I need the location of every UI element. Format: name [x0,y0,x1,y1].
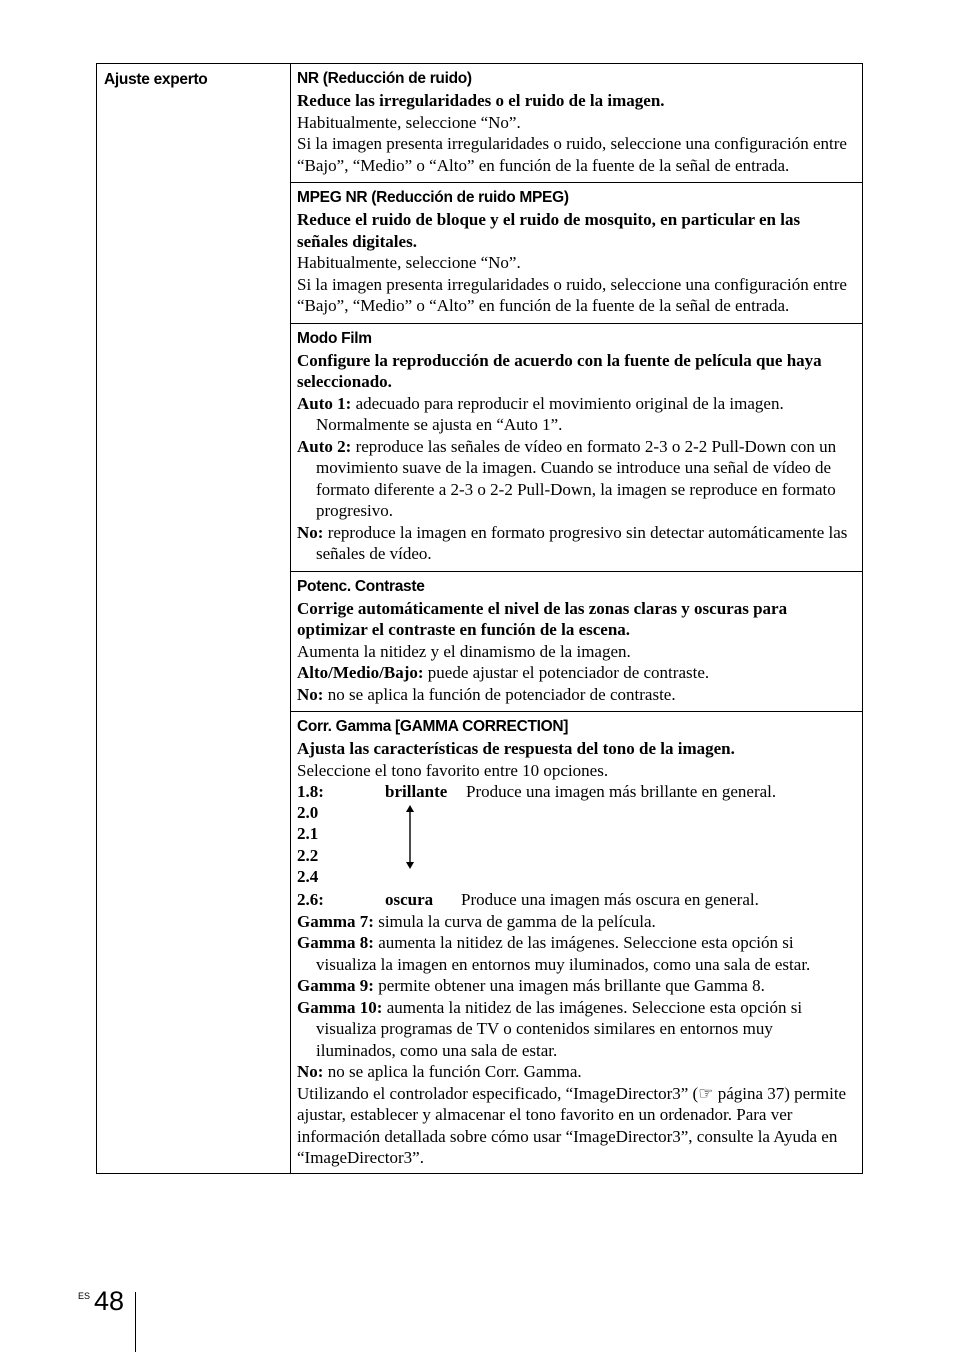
gamma-dark-word: oscura [385,890,434,909]
option-no [297,522,854,565]
option-text: aumenta la nitidez de las imágenes. Seleccione esta opción si visualiza programas de TV o contenidos similares en entornos muy iluminados, como una sala de estar. [316,997,803,1060]
section-gamma [291,712,863,1174]
section-title: Corr. Gamma [GAMMA CORRECTION] [297,718,569,735]
section-lead: Reduce el ruido de bloque y el ruido de mosquito, en particular en las señales digitales. [297,210,801,251]
section-title: MPEG NR (Reducción de ruido MPEG) [297,189,569,206]
option-auto1 [297,393,854,436]
section-title: Potenc. Contraste [297,577,425,595]
option-text: puede ajustar el potenciador de contraste. [423,663,710,682]
option-text: reproduce las señales de vídeo en formato 2-3 o 2-2 Pull-Down con un movimiento suave de la imagen. Cuando se introduce una señal de vídeo de formato diferente a 2-3 o 2-2 Pull-Down, la imagen se reproduce en formato progresivo. [316,436,837,520]
section-text: Si la imagen presenta irregularidades o ruido, seleccione una configuración entre “Bajo”, “Medio” o “Alto” en función de la fuente de la señal de entrada. [297,134,847,175]
option-text: no se aplica la función Corr. Gamma. [323,1062,582,1081]
gamma-dark-row [297,889,854,911]
gamma-bright-desc: Produce una imagen más brillante en general. [466,782,777,801]
language-code: ES [78,1291,91,1301]
section-title: Modo Film [297,329,372,347]
option-auto2 [297,436,854,522]
section-nr [291,64,863,183]
gamma-value: 2.6: [297,890,324,909]
option-text: adecuado para reproducir el movimiento original de la imagen. Normalmente se ajusta en “Auto 1”. [316,393,784,434]
section-contrast [291,571,863,712]
gamma-value: 2.2 [297,846,319,865]
option-term: No: [297,522,324,542]
option-term: No: [297,1062,324,1081]
section-text: Seleccione el tono favorito entre 10 opciones. [297,760,609,780]
option-term: No: [297,684,324,704]
gamma-dark-desc: Produce una imagen más oscura en general. [461,890,759,909]
section-text: Habitualmente, seleccione “No”. [297,112,521,132]
gamma-value: 1.8: [297,782,324,801]
option-gamma10 [297,997,854,1062]
section-lead: Ajusta las características de respuesta del tono de la imagen. [297,739,735,758]
option-no [297,1061,854,1083]
double-arrow-icon [405,805,415,869]
option-term: Gamma 7: [297,911,374,931]
option-text: no se aplica la función de potenciador de contraste. [323,684,676,704]
gamma-value: 2.4 [297,867,319,886]
row-label-cell [97,64,291,1174]
option-text: reproduce la imagen en formato progresivo sin detectar automáticamente las señales de vídeo. [316,522,848,563]
option-term: Auto 2: [297,436,352,456]
footer-divider [135,1292,136,1352]
option-term: Gamma 8: [297,933,374,952]
option-gamma7 [297,911,854,933]
option-alto-medio-bajo [297,662,854,684]
option-text: simula la curva de gamma de la película. [373,911,656,931]
section-lead: Reduce las irregularidades o el ruido de la imagen. [297,91,665,110]
section-text: Aumenta la nitidez y el dinamismo de la imagen. [297,641,631,661]
page-number: 48 [94,1286,125,1316]
section-text: Utilizando el controlador especificado, “ImageDirector3” (☞ página 37) permite ajustar, establecer y almacenar el tono favorito en un ordenador. Para ver información detallada sobre cómo usar “ImageDirector3”, consulte la Ayuda en “ImageDirector3”. [297,1083,847,1167]
option-text: aumenta la nitidez de las imágenes. Seleccione esta opción si visualiza la imagen en entornos muy iluminados, como una sala de estar. [316,933,811,974]
option-gamma9 [297,975,854,997]
gamma-scale [297,781,854,889]
settings-table [96,63,863,1174]
section-film-mode [291,323,863,571]
gamma-value: 2.1 [297,824,319,843]
gamma-value: 2.0 [297,803,319,822]
option-term: Alto/Medio/Bajo: [297,663,424,682]
option-term: Gamma 9: [297,976,374,995]
section-lead: Corrige automáticamente el nivel de las zonas claras y oscuras para optimizar el contraste en función de la escena. [297,598,788,639]
option-term: Gamma 10: [297,997,383,1017]
option-text: permite obtener una imagen más brillante que Gamma 8. [373,976,765,995]
option-gamma8 [297,932,854,975]
option-no [297,684,854,706]
section-lead: Configure la reproducción de acuerdo con la fuente de película que haya seleccionado. [297,350,822,391]
section-text: Si la imagen presenta irregularidades o ruido, seleccione una configuración entre “Bajo”, “Medio” o “Alto” en función de la fuente de la señal de entrada. [297,274,847,315]
section-text: Habitualmente, seleccione “No”. [297,253,521,272]
gamma-bright-word: brillante [385,782,448,801]
section-mpeg-nr [291,183,863,324]
option-term: Auto 1: [297,393,352,413]
row-label: Ajuste experto [104,71,208,88]
section-title: NR (Reducción de ruido) [297,70,472,87]
